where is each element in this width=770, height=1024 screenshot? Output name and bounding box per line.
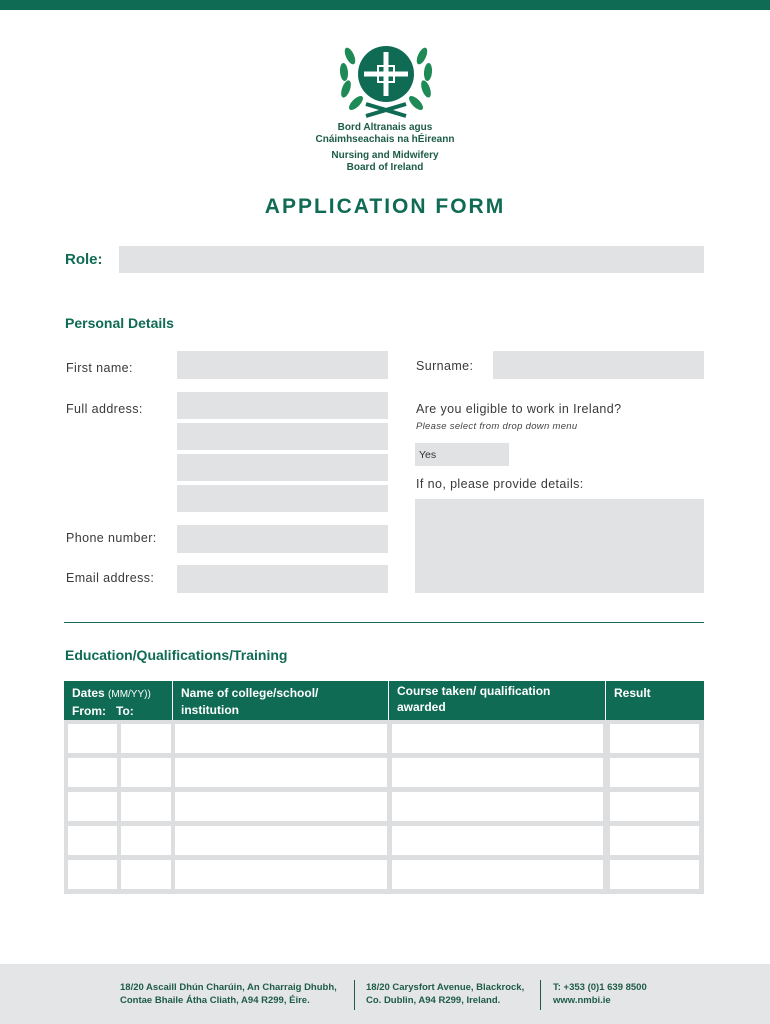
from-date-cell[interactable] xyxy=(68,724,117,753)
col-dates-label: Dates xyxy=(72,686,105,700)
from-date-cell[interactable] xyxy=(68,792,117,821)
col-course-line2: awarded xyxy=(397,700,446,714)
col-from-label: From: xyxy=(72,704,106,718)
to-date-cell[interactable] xyxy=(121,826,171,855)
col-college-line1: Name of college/school/ xyxy=(181,686,319,700)
college-cell[interactable] xyxy=(175,792,387,821)
eligible-dropdown-value: Yes xyxy=(419,449,437,461)
first-name-label: First name: xyxy=(66,361,133,375)
col-dates-format: (MM/YY)) xyxy=(108,689,151,700)
college-cell[interactable] xyxy=(175,758,387,787)
col-college-line2: institution xyxy=(181,703,239,717)
email-label: Email address: xyxy=(66,571,155,585)
result-cell[interactable] xyxy=(610,792,699,821)
org-name-irish-line1: Bord Altranais agus xyxy=(337,122,433,133)
col-result-header: Result xyxy=(614,686,651,700)
footer-english-line1: 18/20 Carysfort Avenue, Blackrock, xyxy=(366,982,525,993)
first-name-field[interactable] xyxy=(177,351,388,379)
footer-phone: T: +353 (0)1 639 8500 xyxy=(553,982,647,993)
footer-contact xyxy=(553,981,647,1007)
course-cell[interactable] xyxy=(392,792,603,821)
result-cell[interactable] xyxy=(610,724,699,753)
phone-field[interactable] xyxy=(177,525,388,553)
role-field[interactable] xyxy=(119,246,704,273)
education-table-header xyxy=(64,681,704,720)
surname-label: Surname: xyxy=(416,359,474,373)
address-line-4-field[interactable] xyxy=(177,485,388,512)
personal-details-heading: Personal Details xyxy=(65,315,174,331)
college-cell[interactable] xyxy=(175,826,387,855)
col-course-line1: Course taken/ qualification xyxy=(397,684,551,698)
course-cell[interactable] xyxy=(392,860,603,889)
from-date-cell[interactable] xyxy=(68,758,117,787)
email-field[interactable] xyxy=(177,565,388,593)
col-to-label: To: xyxy=(116,704,134,718)
address-line-2-field[interactable] xyxy=(177,423,388,450)
to-date-cell[interactable] xyxy=(121,758,171,787)
nmbi-logo xyxy=(336,34,436,122)
result-cell[interactable] xyxy=(610,758,699,787)
footer-website[interactable]: www.nmbi.ie xyxy=(553,995,611,1006)
col-dates-header xyxy=(64,681,173,720)
to-date-cell[interactable] xyxy=(121,792,171,821)
footer-english-line2: Co. Dublin, A94 R299, Ireland. xyxy=(366,995,501,1006)
page-title: APPLICATION FORM xyxy=(264,195,506,218)
full-address-label: Full address: xyxy=(66,402,143,416)
surname-field[interactable] xyxy=(493,351,704,379)
from-date-cell[interactable] xyxy=(68,826,117,855)
footer-irish-line2: Contae Bhaile Átha Cliath, A94 R299, Éire. xyxy=(120,995,310,1006)
eligible-dropdown[interactable] xyxy=(415,443,509,466)
college-cell[interactable] xyxy=(175,724,387,753)
education-table-body xyxy=(64,720,704,894)
org-name-english-line2: Board of Ireland xyxy=(346,162,424,173)
org-name-irish-line2: Cnáimhseachais na hÉireann xyxy=(315,134,455,145)
top-brand-bar xyxy=(0,0,770,10)
phone-label: Phone number: xyxy=(66,531,157,545)
col-college-header xyxy=(173,681,389,720)
to-date-cell[interactable] xyxy=(121,860,171,889)
address-line-3-field[interactable] xyxy=(177,454,388,481)
footer-address-irish xyxy=(120,981,337,1007)
from-date-cell[interactable] xyxy=(68,860,117,889)
col-course-header xyxy=(389,681,606,720)
footer-divider xyxy=(540,980,541,1010)
eligible-question: Are you eligible to work in Ireland? xyxy=(416,402,622,416)
course-cell[interactable] xyxy=(392,826,603,855)
course-cell[interactable] xyxy=(392,758,603,787)
to-date-cell[interactable] xyxy=(121,724,171,753)
organisation-name xyxy=(300,122,470,174)
education-heading: Education/Qualifications/Training xyxy=(65,647,288,663)
org-name-english-line1: Nursing and Midwifery xyxy=(331,150,439,161)
eligible-note: Please select from drop down menu xyxy=(416,421,578,432)
if-no-details-field[interactable] xyxy=(415,499,704,593)
result-cell[interactable] xyxy=(610,860,699,889)
if-no-label: If no, please provide details: xyxy=(416,477,584,491)
college-cell[interactable] xyxy=(175,860,387,889)
role-label: Role: xyxy=(65,251,103,268)
footer-divider xyxy=(354,980,355,1010)
footer-address-english xyxy=(366,981,524,1007)
section-divider xyxy=(64,622,704,623)
footer-irish-line1: 18/20 Ascaill Dhún Charúin, An Charraig Dhubh, xyxy=(120,982,337,993)
footer xyxy=(0,964,770,1024)
result-cell[interactable] xyxy=(610,826,699,855)
course-cell[interactable] xyxy=(392,724,603,753)
address-line-1-field[interactable] xyxy=(177,392,388,419)
